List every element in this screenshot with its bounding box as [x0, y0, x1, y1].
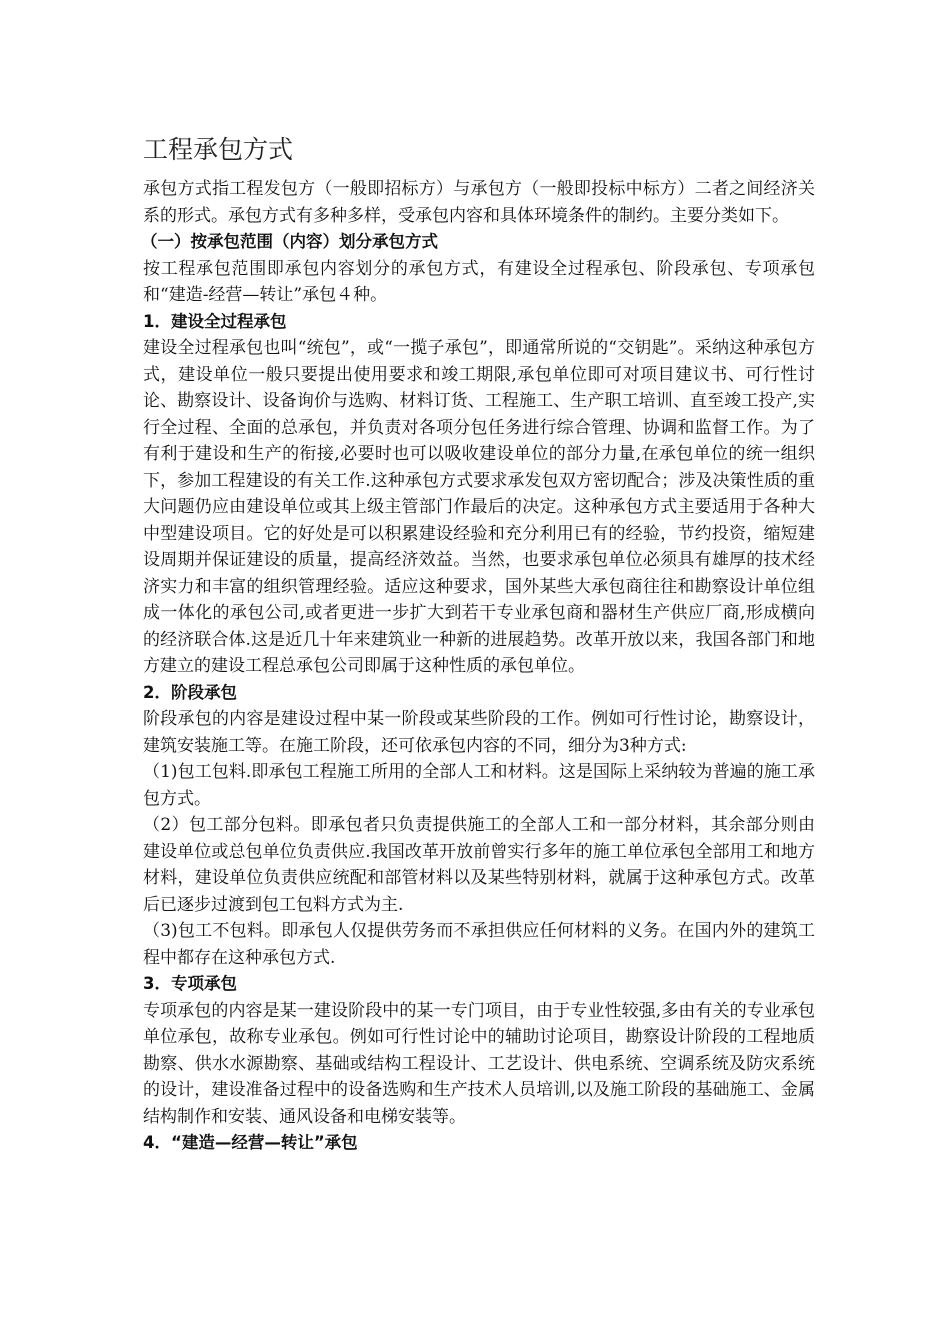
item1-heading: 1．建设全过程承包: [143, 311, 287, 331]
section-heading: （一）按承包范围（内容）划分承包方式: [141, 232, 438, 251]
item1-paragraph: 建设全过程承包也叫“统包”，或“一揽子承包”，即通常所说的“交钥匙”。采纳这种承包方式，建设单位一般只要提出使用要求和竣工期限,承包单位即可对项目建议书、可行性讨论、勘察设计、设备询价与选购、材料订货、工程施工、生产职工培训、直至竣工投产,实行全过程、全面的总承包，并负责对各项分包任务进行综合管理、协调和监督工作。为了有利于建设和生产的衔接,必要时也可以吸收建设单位的部分力量,在承包单位的统一组织下，参加工程建设的有关工作.这种承包方式要求承发包双方密切配合；涉及决策性质的重大问题仍应由建设单位或其上级主管部门作最后的决定。这种承包方式主要适用于各种大中型建设项目。它的好处是可以积累建设经验和充分利用已有的经验，节约投资，缩短建设周期并保证建设的质量，提高经济效益。当然，也要求承包单位必须具有雄厚的技术经济实力和丰富的组织管理经验。适应这种要求，国外某些大承包商往往和勘察设计单位组成一体化的承包公司,或者更进一步扩大到若干专业承包商和器材生产供应厂商,形成横向的经济联合体.这是近几十年来建筑业一种新的进展趋势。改革开放以来，我国各部门和地方建立的建设工程总承包公司即属于这种性质的承包单位。: [143, 338, 815, 676]
document-page: [143, 132, 815, 1157]
item2-sub2: （2）包工部分包料。即承包者只负责提供施工的全部人工和一部分材料，其余部分则由建设单位或总包单位负责供应.我国改革开放前曾实行多年的施工单位承包全部用工和地方材料，建设单位负责供应统配和部管材料以及某些特别材料，就属于这种承包方式。改革后已逐步过渡到包工包料方式为主.: [143, 815, 815, 915]
item3-paragraph: 专项承包的内容是某一建设阶段中的某一专门项目，由于专业性较强,多由有关的专业承包单位承包，故称专业承包。例如可行性讨论中的辅助讨论项目，勘察设计阶段的工程地质勘察、供水水源勘察、基础或结构工程设计、工艺设计、供电系统、空调系统及防灾系统的设计，建设准备过程中的设备选购和生产技术人员培训,以及施工阶段的基础施工、金属结构制作和安装、通风设备和电梯安装等。: [143, 1000, 815, 1127]
item4-heading: 4．“建造—经营—转让”承包: [143, 1133, 358, 1152]
intro-paragraph: 承包方式指工程发包方（一般即招标方）与承包方（一般即投标中标方）二者之间经济关系的形式。承包方式有多种多样，受承包内容和具体环境条件的制约。主要分类如下。: [143, 179, 815, 226]
item2-sub3: （3)包工不包料。即承包人仅提供劳务而不承担供应任何材料的义务。在国内外的建筑工程中都存在这种承包方式.: [143, 921, 815, 968]
document-title: 工程承包方式: [143, 135, 294, 164]
item2-heading: 2．阶段承包: [143, 682, 237, 702]
section-paragraph: 按工程承包范围即承包内容划分的承包方式，有建设全过程承包、阶段承包、专项承包和“建造-经营—转让”承包４种。: [143, 258, 815, 305]
item2-paragraph: 阶段承包的内容是建设过程中某一阶段或某些阶段的工作。例如可行性讨论，勘察设计，建筑安装施工等。在施工阶段，还可依承包内容的不同，细分为3种方式:: [143, 709, 815, 756]
item2-sub1: （1)包工包料.即承包工程施工所用的全部人工和材料。这是国际上采纳较为普遍的施工承包方式。: [143, 762, 815, 809]
item3-heading: 3．专项承包: [143, 974, 237, 993]
